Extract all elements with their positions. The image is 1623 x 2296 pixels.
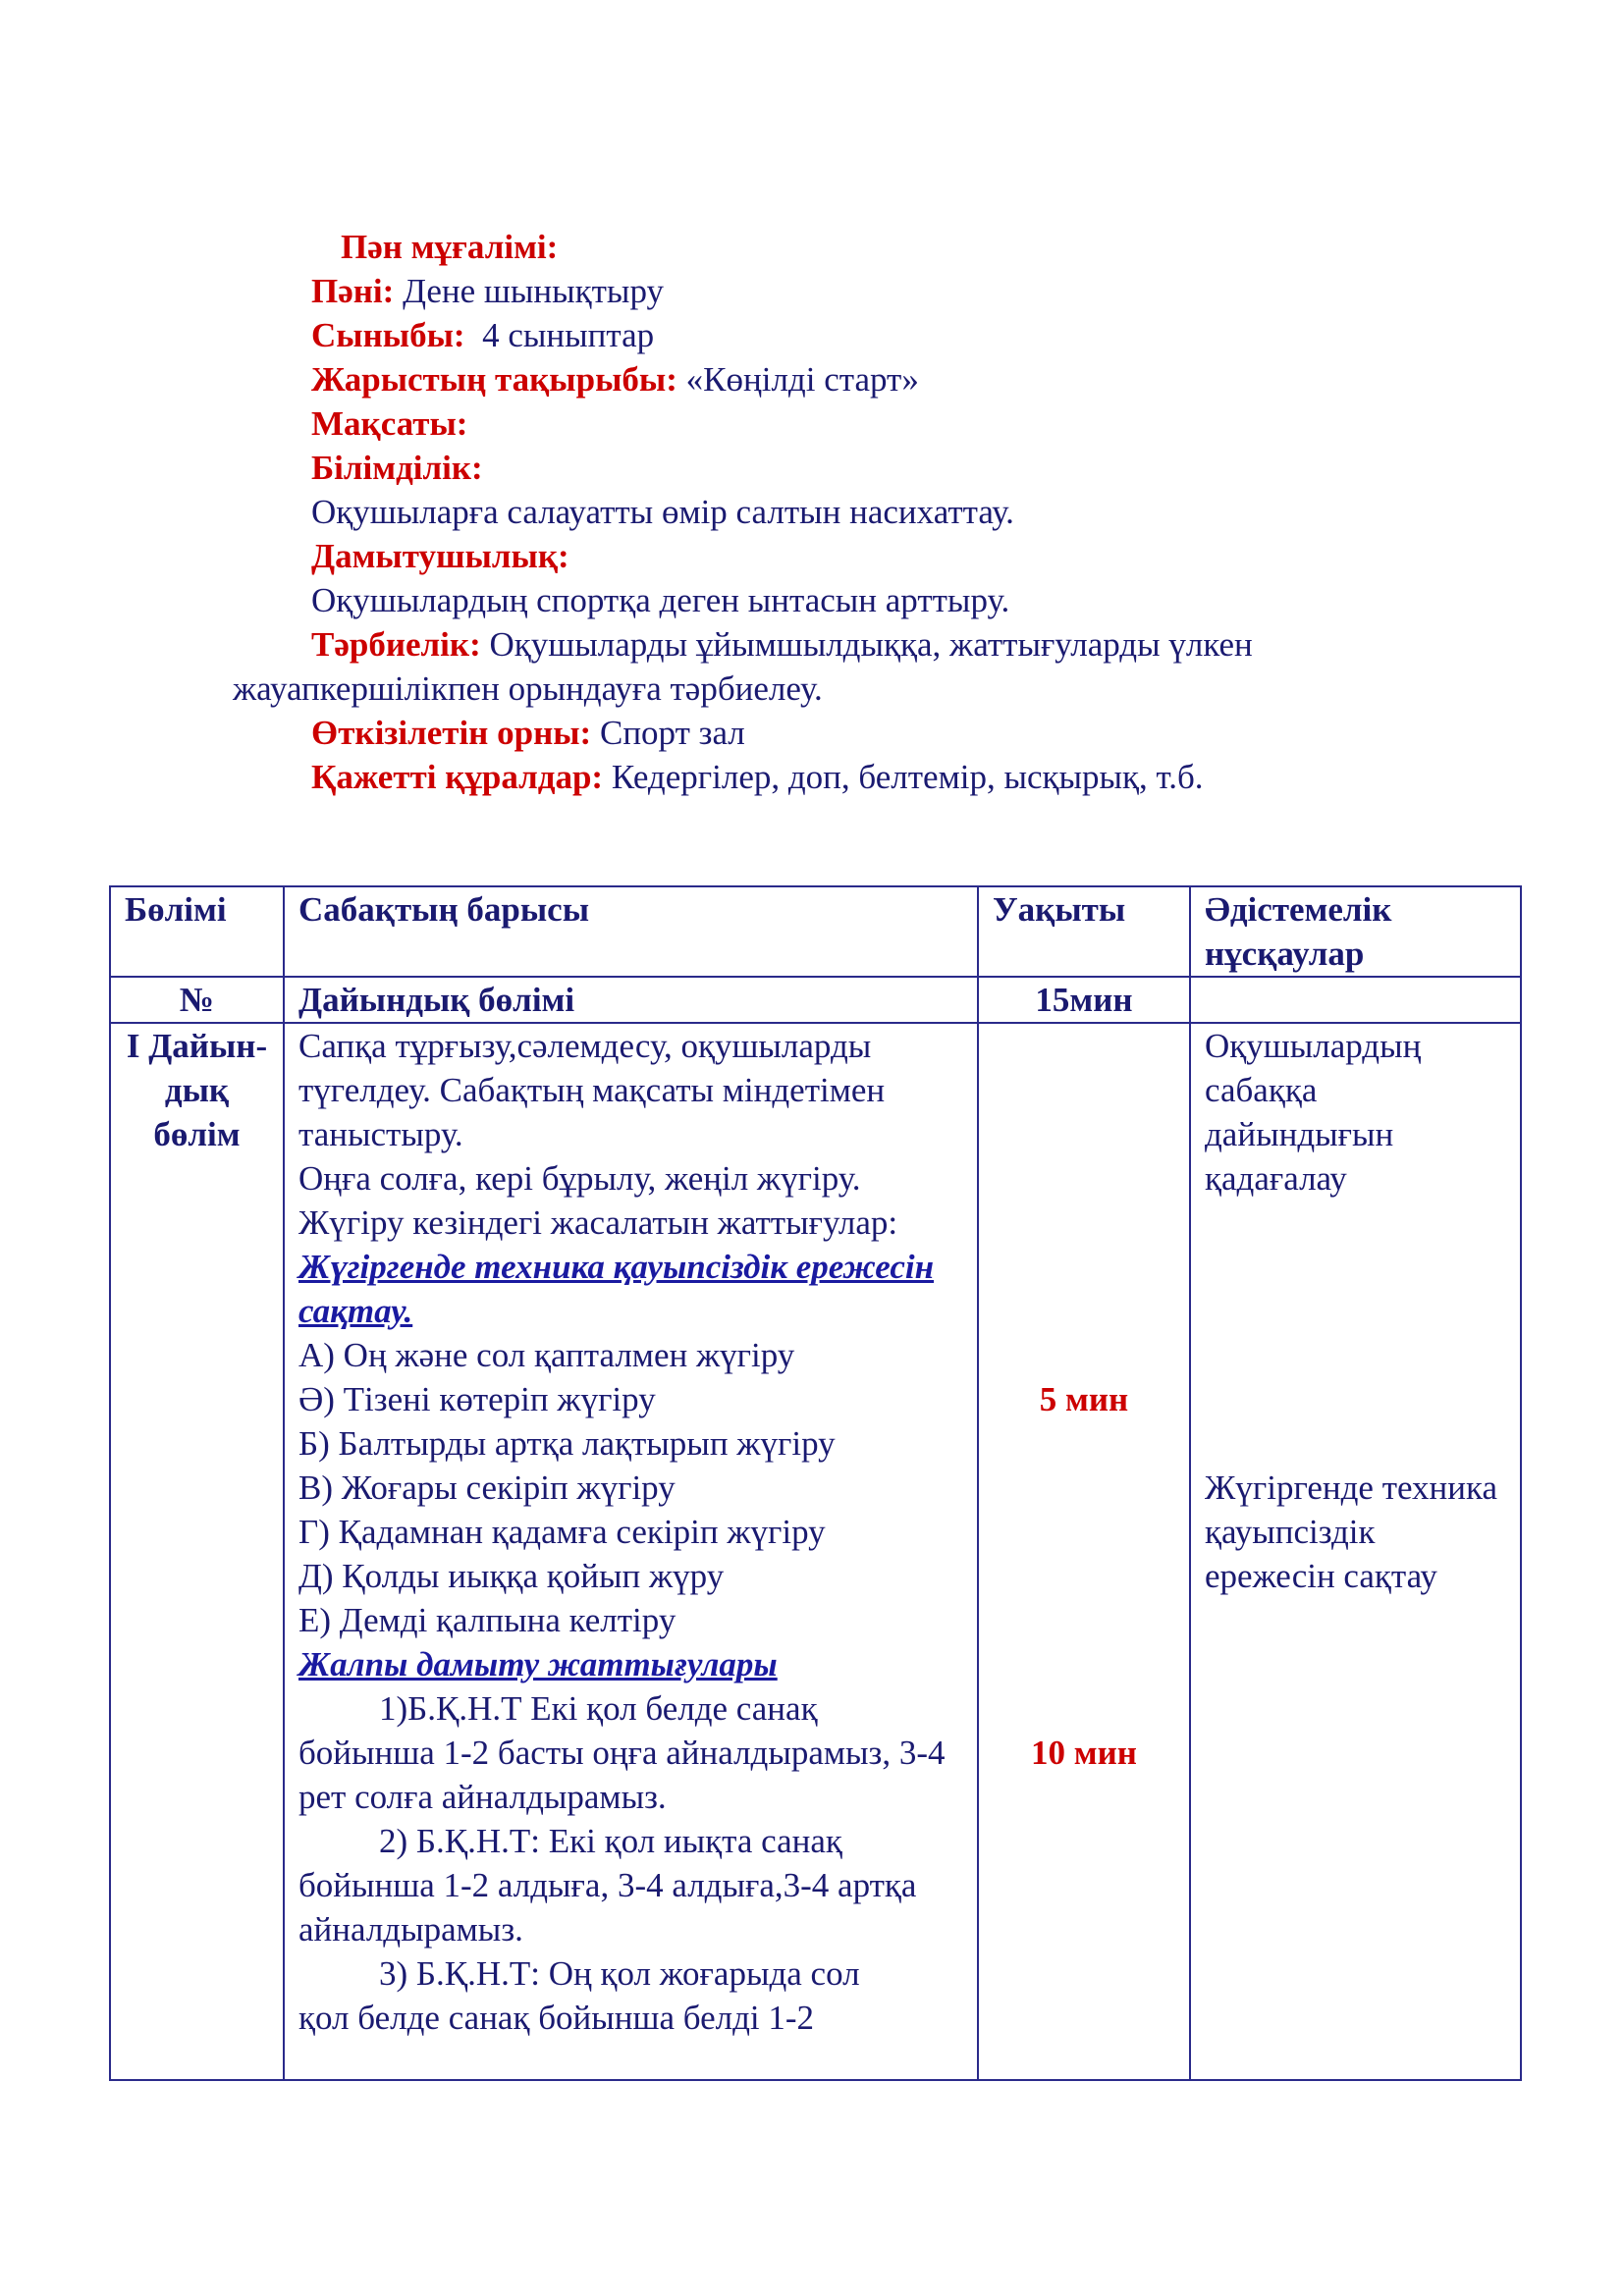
header-progress: Сабақтың барысы xyxy=(284,886,978,977)
exercise-1-rest: бойынша 1-2 басты оңға айналдырамыз, 3-4 рет солға айналдырамыз. xyxy=(298,1734,946,1816)
table-header-row xyxy=(110,886,1521,977)
time-cell xyxy=(978,1023,1190,2080)
table-row xyxy=(110,1023,1521,2080)
row-time: 15мин xyxy=(978,977,1190,1023)
method-note-1: Оқушылардың сабаққа дайындығын қадағалау xyxy=(1205,1027,1422,1198)
exercise-item: Г) Қадамнан қадамға секіріп жүгіру xyxy=(298,1513,826,1551)
exercise-item: Д) Қолды иыққа қойып жүру xyxy=(298,1557,725,1595)
header-section: Бөлімі xyxy=(110,886,284,977)
tools-line xyxy=(311,755,1204,799)
teacher-label: Пән мұғалімі: xyxy=(341,228,559,266)
header-method: Әдістемелік нұсқаулар xyxy=(1190,886,1521,977)
exercise-2-rest: бойынша 1-2 алдыға, 3-4 алдыға,3-4 артқа айналдырамыз. xyxy=(298,1866,917,1949)
tools-label: Қажетті құралдар: xyxy=(311,758,604,796)
edu-label: Білімділік: xyxy=(311,449,483,487)
exercise-item: А) Оң және сол қапталмен жүгіру xyxy=(298,1336,795,1374)
section-label: I Дайын-дық бөлім xyxy=(126,1027,268,1153)
exercise-1-first: 1)Б.Қ.Н.Т Екі қол белде санақ xyxy=(379,1689,818,1728)
place-line xyxy=(311,711,745,755)
header-time: Уақыты xyxy=(978,886,1190,977)
safety-subheading: Жүгіргенде техника қауыпсіздік ережесін сақтау. xyxy=(298,1248,935,1330)
general-exercises-subheading: Жалпы дамыту жаттығулары xyxy=(298,1645,778,1683)
place-value: Спорт зал xyxy=(591,714,745,752)
upbr-value-2: жауапкершілікпен орындауға тәрбиелеу. xyxy=(233,669,823,708)
subject-label: Пәні: xyxy=(311,272,395,310)
topic-label: Жарыстың тақырыбы: xyxy=(311,360,677,399)
upbr-line xyxy=(311,622,1253,667)
dev-label: Дамытушылық: xyxy=(311,537,569,575)
upbr-label: Тәрбиелік: xyxy=(311,625,481,664)
exercise-2-first: 2) Б.Қ.Н.Т: Екі қол иықта санақ xyxy=(379,1822,842,1860)
row-note xyxy=(1190,977,1521,1023)
exercise-item: В) Жоғары секіріп жүгіру xyxy=(298,1468,676,1507)
method-note-2: Жүгіргенде техника қауыпсіздік ережесін сақтау xyxy=(1205,1468,1498,1595)
exercise-3-rest: қол белде санақ бойынша белді 1-2 xyxy=(298,1999,815,2037)
progress-line: Сапқа тұрғызу,сәлемдесу, оқушыларды түгелдеу. Сабақтың мақсаты міндетімен таныстыру. xyxy=(298,1027,886,1153)
goals-label: Мақсаты: xyxy=(311,404,468,443)
time-5-min: 5 мин xyxy=(1039,1380,1129,1418)
exercise-item: Е) Демді қалпына келтіру xyxy=(298,1601,676,1639)
section-cell xyxy=(110,1023,284,2080)
exercise-3-first: 3) Б.Қ.Н.Т: Оң қол жоғарыда сол xyxy=(379,1954,860,1993)
edu-value: Оқушыларға салауатты өмір салтын насихаттау. xyxy=(311,493,1014,531)
progress-cell xyxy=(284,1023,978,2080)
row-number: № xyxy=(110,977,284,1023)
topic-value: «Көңілді старт» xyxy=(676,360,919,399)
subject-line xyxy=(311,269,664,313)
grade-line xyxy=(311,313,654,357)
table-row xyxy=(110,977,1521,1023)
upbr-value-1: Оқушыларды ұйымшылдыққа, жаттығуларды үлкен xyxy=(480,625,1253,664)
row-title: Дайындық бөлімі xyxy=(284,977,978,1023)
grade-label: Сыныбы: xyxy=(311,316,465,354)
time-10-min: 10 мин xyxy=(1031,1734,1137,1772)
progress-line: Жүгіру кезіндегі жасалатын жаттығулар: xyxy=(298,1203,898,1242)
dev-value: Оқушылардың спортқа деген ынтасын арттыру. xyxy=(311,581,1010,619)
exercise-item: Ә) Тізені көтеріп жүгіру xyxy=(298,1380,656,1418)
method-cell xyxy=(1190,1023,1521,2080)
progress-line: Оңға солға, кері бұрылу, жеңіл жүгіру. xyxy=(298,1159,861,1198)
lesson-table xyxy=(109,885,1522,2081)
exercise-item: Б) Балтырды артқа лақтырып жүгіру xyxy=(298,1424,836,1463)
grade-value: 4 сыныптар xyxy=(464,316,655,354)
subject-value: Дене шынықтыру xyxy=(394,272,664,310)
tools-value: Кедергілер, доп, белтемір, ысқырық, т.б. xyxy=(603,758,1204,796)
place-label: Өткізілетін орны: xyxy=(311,714,592,752)
topic-line xyxy=(311,357,919,401)
